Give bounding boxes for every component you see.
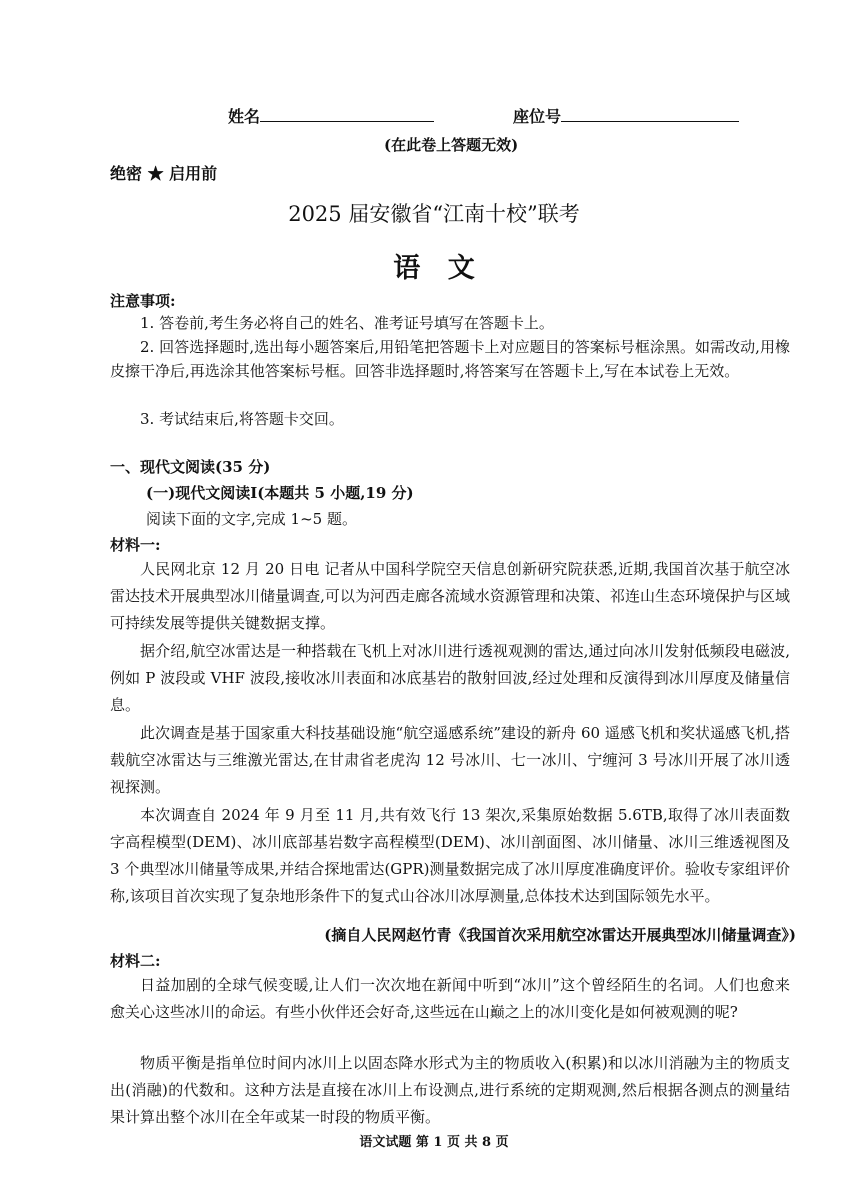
material1-source: (摘自人民网赵竹青《我国首次采用航空冰雷达开展典型冰川储量调查》) xyxy=(324,926,796,944)
material2-paragraph-1: 日益加剧的全球气候变暖,让人们一次次地在新闻中听到“冰川”这个曾经陌生的名词。人们也愈来愈关心这些冰川的命运。有些小伙伴还会好奇,这些远在山巅之上的冰川变化是如何被观测的呢? xyxy=(110,976,790,1021)
seat-blank xyxy=(561,107,739,122)
subject-title: 语 文 xyxy=(393,253,475,284)
name-label: 姓名 xyxy=(228,107,261,126)
name-field-row xyxy=(228,104,434,127)
secret-mark: 绝密 ★ 启用前 xyxy=(110,164,218,183)
invalid-note: (在此卷上答题无效) xyxy=(384,136,519,154)
notice-item-3: 3. 考试结束后,将答题卡交回。 xyxy=(140,410,344,428)
section-subtitle: (一)现代文阅读I(本题共 5 小题,19 分) xyxy=(146,484,414,502)
material1-paragraph-2: 据介绍,航空冰雷达是一种搭载在飞机上对冰川进行透视观测的雷达,通过向冰川发射低频段电磁波,例如 P 波段或 VHF 波段,接收冰川表面和冰底基岩的散射回波,经过处理和反演得到冰川厚度及储量信息。 xyxy=(110,642,790,714)
notice-title: 注意事项: xyxy=(110,292,176,310)
exam-title: 2025 届安徽省“江南十校”联考 xyxy=(288,202,580,226)
seat-field-row xyxy=(513,104,739,127)
section-instruction: 阅读下面的文字,完成 1~5 题。 xyxy=(146,510,357,528)
material2-label: 材料二: xyxy=(110,952,161,970)
material1-paragraph-4: 本次调查自 2024 年 9 月至 11 月,共有效飞行 13 架次,采集原始数据 5.6TB,取得了冰川表面数字高程模型(DEM)、冰川底部基岩数字高程模型(DEM)、冰川剖面图、冰川储量、冰川三维透视图及 3 个典型冰川储量等成果,并结合探地雷达(GPR)测量数据完成了冰川厚度准确度评价。验收专家组评价称,该项目首次实现了复杂地形条件下的复式山谷冰川冰厚测量,总体技术达到国际领先水平。 xyxy=(110,806,790,905)
seat-label: 座位号 xyxy=(513,107,562,126)
material1-label: 材料一: xyxy=(110,536,161,554)
material1-paragraph-1: 人民网北京 12 月 20 日电 记者从中国科学院空天信息创新研究院获悉,近期,我国首次基于航空冰雷达技术开展典型冰川储量调查,可以为河西走廊各流域水资源管理和决策、祁连山生态环境保护与区域可持续发展等提供关键数据支撑。 xyxy=(110,560,790,632)
notice-item-1: 1. 答卷前,考生务必将自己的姓名、准考证号填写在答题卡上。 xyxy=(140,314,554,332)
page-footer: 语文试题 第 1 页 共 8 页 xyxy=(359,1135,509,1150)
material2-paragraph-2: 物质平衡是指单位时间内冰川上以固态降水形式为主的物质收入(积累)和以冰川消融为主的物质支出(消融)的代数和。这种方法是直接在冰川上布设测点,进行系统的定期观测,然后根据各测点的测量结果计算出整个冰川在全年或某一时段的物质平衡。 xyxy=(110,1054,790,1126)
material1-paragraph-3: 此次调查是基于国家重大科技基础设施“航空遥感系统”建设的新舟 60 遥感飞机和奖状遥感飞机,搭载航空冰雷达与三维激光雷达,在甘肃省老虎沟 12 号冰川、七一冰川、宁缠河 3 号冰川开展了冰川透视探测。 xyxy=(110,724,790,796)
name-blank xyxy=(260,107,434,122)
section-title: 一、现代文阅读(35 分) xyxy=(110,458,271,476)
notice-item-2: 2. 回答选择题时,选出每小题答案后,用铅笔把答题卡上对应题目的答案标号框涂黑。如需改动,用橡皮擦干净后,再选涂其他答案标号框。回答非选择题时,将答案写在答题卡上,写在本试卷上无效。 xyxy=(110,338,790,380)
